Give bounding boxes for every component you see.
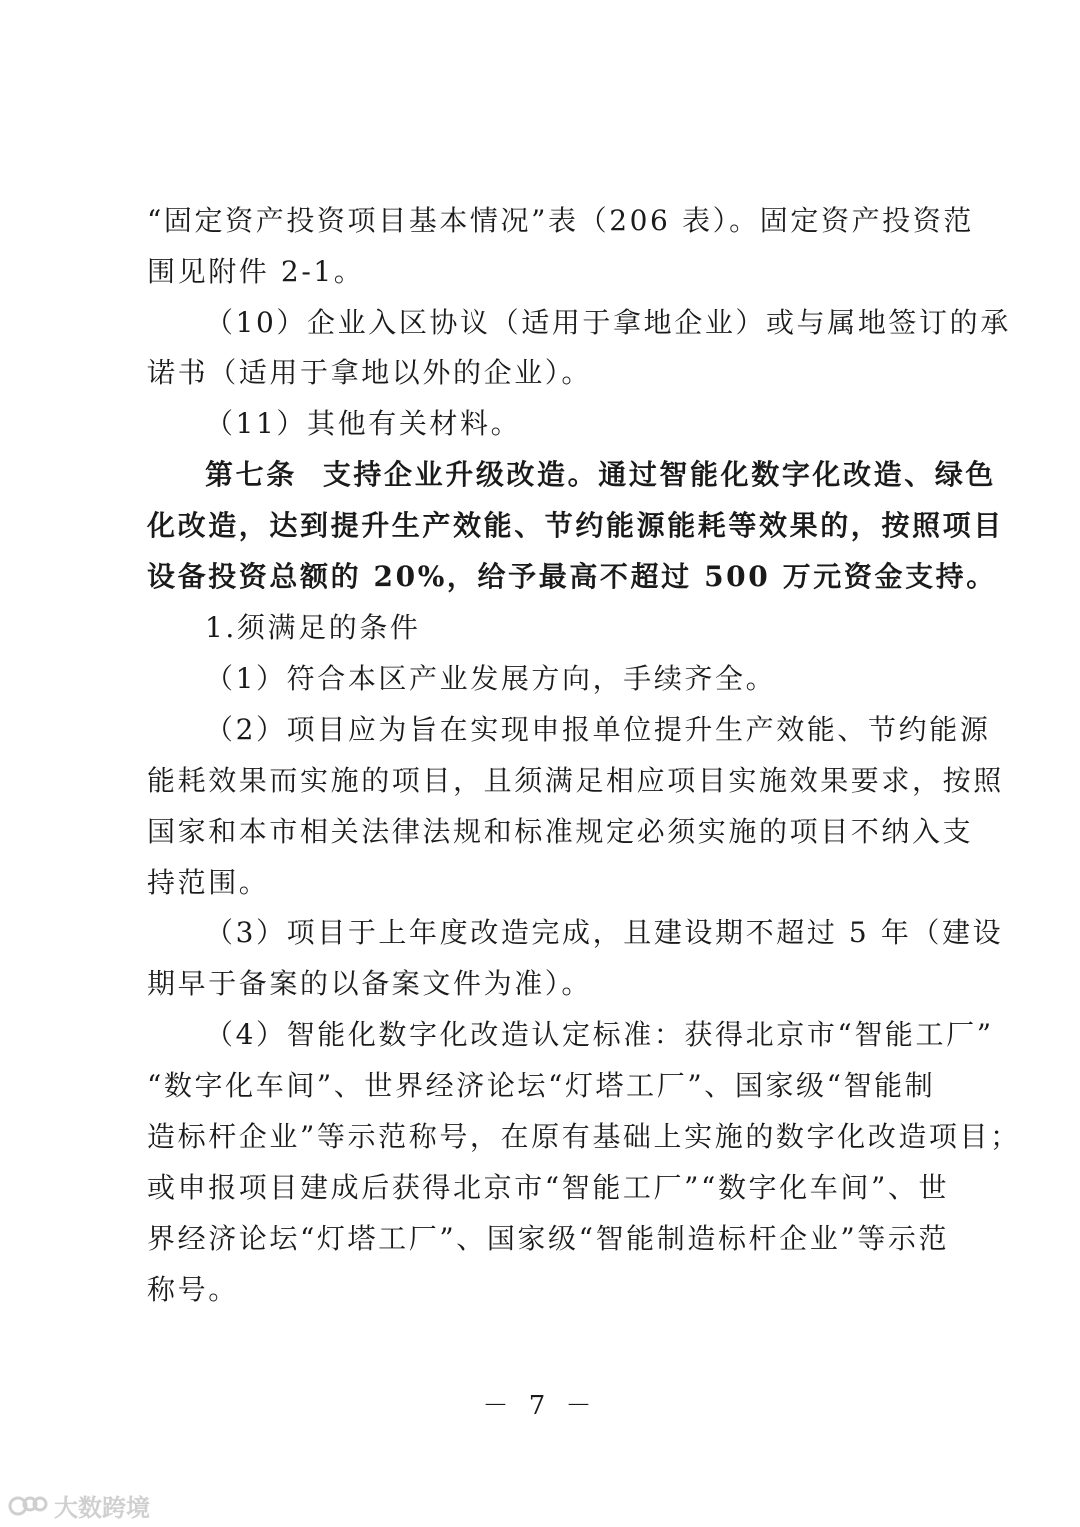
body-line: 持范围。 bbox=[147, 866, 270, 899]
body-line: 设备投资总额的 20%，给予最高不超过 500 万元资金支持。 bbox=[147, 560, 997, 593]
body-line: （4）智能化数字化改造认定标准：获得北京市“智能工厂” bbox=[205, 1018, 994, 1051]
article-heading-line bbox=[205, 457, 1005, 493]
page-number: － 7 － bbox=[482, 1391, 598, 1421]
watermark-text: 大数跨境 bbox=[54, 1494, 150, 1522]
body-line: （2）项目应为旨在实现申报单位提升生产效能、节约能源 bbox=[205, 713, 991, 746]
body-line: 造标杆企业”等示范称号，在原有基础上实施的数字化改造项目； bbox=[147, 1120, 1021, 1153]
body-line: 或申报项目建成后获得北京市“智能工厂”“数字化车间”、世 bbox=[147, 1171, 950, 1204]
body-line: 期早于备案的以备案文件为准）。 bbox=[147, 967, 593, 1000]
body-line: 围见附件 2-1。 bbox=[147, 255, 365, 288]
body-line: （11）其他有关材料。 bbox=[205, 407, 522, 440]
body-line: 国家和本市相关法律法规和标准规定必须实施的项目不纳入支 bbox=[147, 815, 974, 848]
body-line: 能耗效果而实施的项目，且须满足相应项目实施效果要求，按照 bbox=[147, 764, 1004, 797]
body-line: （10）企业入区协议（适用于拿地企业）或与属地签订的承 bbox=[205, 306, 1011, 339]
section-heading: 1.须满足的条件 bbox=[205, 611, 421, 644]
body-line: 称号。 bbox=[147, 1273, 239, 1306]
brand-logo-icon bbox=[8, 1493, 48, 1519]
article-lead-text: 支持企业升级改造。通过智能化数字化改造、绿色 bbox=[322, 458, 997, 491]
body-line: （3）项目于上年度改造完成，且建设期不超过 5 年（建设 bbox=[205, 916, 1004, 949]
body-line: 界经济论坛“灯塔工厂”、国家级“智能制造标杆企业”等示范 bbox=[147, 1222, 950, 1255]
body-line: 化改造，达到提升生产效能、节约能源能耗等效果的，按照项目 bbox=[147, 509, 1004, 542]
watermark bbox=[8, 1488, 150, 1523]
article-title: 第七条 bbox=[205, 458, 297, 491]
body-line: “固定资产投资项目基本情况”表（206 表）。固定资产投资范 bbox=[147, 204, 974, 237]
body-line: 诺书（适用于拿地以外的企业）。 bbox=[147, 356, 593, 389]
body-line: “数字化车间”、世界经济论坛“灯塔工厂”、国家级“智能制 bbox=[147, 1069, 936, 1102]
body-line: （1）符合本区产业发展方向，手续齐全。 bbox=[205, 662, 777, 695]
